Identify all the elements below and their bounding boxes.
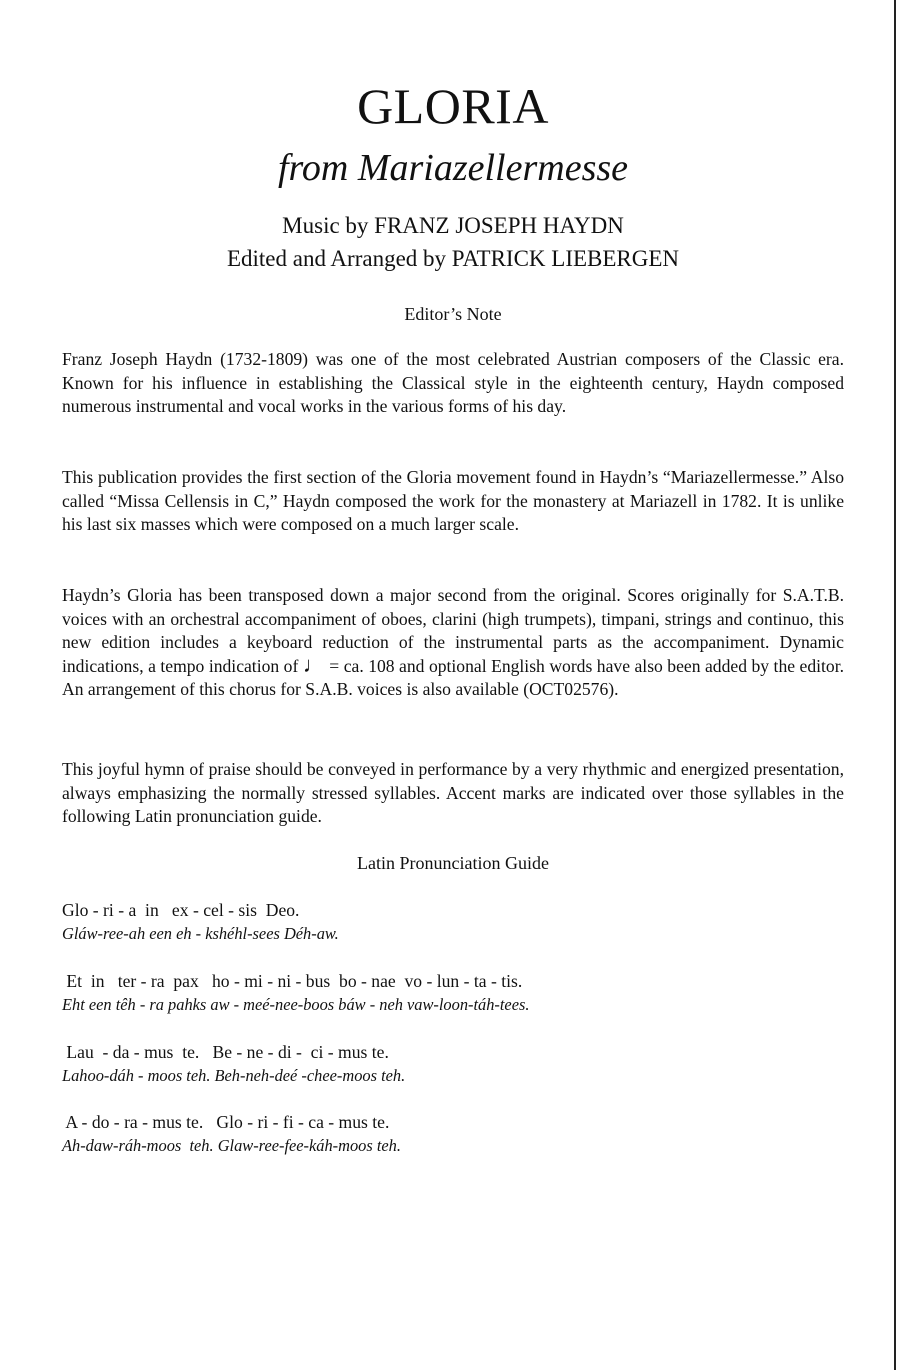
page-subtitle: from Mariazellermesse [277, 147, 629, 189]
editors-note-paragraph-3 [62, 584, 844, 702]
pronunciation-line: Ah-daw-ráh-moos teh. Glaw-ree-fee-káh-moos teh. [62, 1136, 401, 1155]
latin-text-line: Et in ter - ra pax ho - mi - ni - bus bo - nae vo - lun - ta - tis. [62, 971, 523, 991]
paragraph-3-text-after-note: = ca. 108 and optional English words have also been added by the editor. An arrangement of this chorus for S.A.B. voices is also available (OCT02576). [62, 655, 844, 700]
pronunciation-line: Eht een têh - ra pahks aw - meé-nee-boos báw - neh vaw-loon-táh-tees. [62, 995, 530, 1014]
editors-note-paragraph-2: This publication provides the first section of the Gloria movement found in Haydn’s “Mariazellermesse.” Also called “Missa Cellensis in C,” Haydn composed the work for the monastery at Mariazell in 1782. It is unlike his last six masses which were composed on a much larger scale. [62, 467, 844, 535]
editors-note-heading: Editor’s Note [404, 304, 502, 324]
pronunciation-entry [62, 970, 844, 1016]
latin-text-line: Lau - da - mus te. Be - ne - di - ci - mus te. [62, 1042, 389, 1062]
pronunciation-entry [62, 899, 844, 945]
pronunciation-line: Lahoo-dáh - moos teh. Beh-neh-deé -chee-moos teh. [62, 1066, 406, 1085]
latin-text-line: A - do - ra - mus te. Glo - ri - fi - ca - mus te. [62, 1112, 390, 1132]
paragraph-3-text-before-note: Haydn’s Gloria has been transposed down a major second from the original. Scores originally for S.A.T.B. voices with an orchestral accompaniment of oboes, clarini (high trumpets), timpani, strings and continuo, this new edition includes a keyboard reduction of the instrumental parts as the accompaniment. Dynamic indications, a tempo indication of [62, 585, 844, 676]
page-title: GLORIA [357, 78, 549, 134]
editors-note-paragraph-4: This joyful hymn of praise should be conveyed in performance by a very rhythmic and energized presentation, always emphasizing the normally stressed syllables. Accent marks are indicated over those syllables in the following Latin pronunciation guide. [62, 759, 844, 827]
arranger-credit: Edited and Arranged by PATRICK LIEBERGEN [226, 246, 680, 271]
pronunciation-line: Gláw-ree-ah een eh - kshéhl-sees Déh-aw. [62, 924, 339, 943]
latin-text-line: Glo - ri - a in ex - cel - sis Deo. [62, 900, 300, 920]
pronunciation-entry [62, 1111, 844, 1157]
pronunciation-guide-heading: Latin Pronunciation Guide [357, 853, 549, 873]
quarter-note-icon: ♩ [302, 651, 325, 677]
composer-credit: Music by FRANZ JOSEPH HAYDN [282, 213, 624, 238]
editors-note-paragraph-1: Franz Joseph Haydn (1732-1809) was one of the most celebrated Austrian composers of the Classic era. Known for his influence in establishing the Classical style in the eighteenth century, Haydn composed numerous instrumental and vocal works in the various forms of his day. [62, 349, 844, 417]
pronunciation-entry [62, 1041, 844, 1087]
page-edge-line [894, 0, 896, 1370]
